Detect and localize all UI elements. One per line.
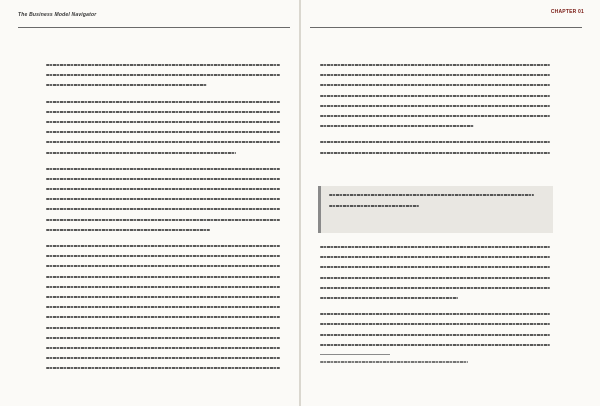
text-line <box>320 105 550 107</box>
text-line <box>320 74 550 76</box>
text-line <box>320 84 550 86</box>
text-line <box>46 327 280 329</box>
text-line <box>320 287 550 289</box>
text-line <box>46 219 280 221</box>
text-line <box>46 229 210 231</box>
left-running-head <box>18 12 96 18</box>
text-line <box>320 95 550 97</box>
paragraph-gap <box>46 162 280 168</box>
text-line <box>320 256 550 258</box>
text-line <box>46 84 207 86</box>
text-line <box>46 337 280 339</box>
text-line <box>320 141 550 143</box>
text-line <box>320 297 458 299</box>
text-line <box>46 316 280 318</box>
text-line <box>46 208 280 210</box>
text-line <box>320 266 550 268</box>
text-line <box>320 334 550 336</box>
text-line <box>46 286 280 288</box>
text-line <box>46 168 280 170</box>
right-running-head <box>551 9 584 16</box>
right-header-rule <box>310 27 582 28</box>
text-line <box>46 74 280 76</box>
footnote-line <box>320 361 468 363</box>
text-line <box>46 152 236 154</box>
text-line <box>320 115 550 117</box>
text-line <box>46 306 280 308</box>
left-header-rule <box>18 27 290 28</box>
highlight-callout-box <box>318 186 553 233</box>
footnote-rule <box>320 354 390 355</box>
text-line <box>320 152 550 154</box>
text-line <box>46 347 280 349</box>
text-line <box>46 188 280 190</box>
text-line <box>46 255 280 257</box>
text-line <box>46 265 280 267</box>
text-line <box>320 344 550 346</box>
book-title: The Business Model Navigator <box>18 12 97 18</box>
text-line <box>46 276 280 278</box>
callout-line <box>329 205 419 207</box>
callout-line <box>329 194 534 196</box>
text-line <box>320 323 550 325</box>
text-line <box>46 64 280 66</box>
right-page-body-top <box>320 64 550 162</box>
text-line <box>46 367 280 369</box>
text-line <box>46 178 280 180</box>
text-line <box>46 141 280 143</box>
paragraph-gap <box>46 95 280 101</box>
text-line <box>46 101 280 103</box>
text-line <box>320 277 550 279</box>
text-line <box>46 357 280 359</box>
chapter-label: CHAPTER 01 <box>550 9 584 15</box>
text-line <box>46 121 280 123</box>
text-line <box>320 125 474 127</box>
text-line <box>46 131 280 133</box>
text-line <box>320 64 550 66</box>
text-line <box>46 198 280 200</box>
page-gutter <box>299 0 301 406</box>
right-page-body-bottom <box>320 246 550 354</box>
footnote <box>320 354 550 371</box>
left-page-body <box>46 64 280 377</box>
text-line <box>320 313 550 315</box>
text-line <box>46 245 280 247</box>
text-line <box>46 111 280 113</box>
text-line <box>46 296 280 298</box>
text-line <box>320 246 550 248</box>
